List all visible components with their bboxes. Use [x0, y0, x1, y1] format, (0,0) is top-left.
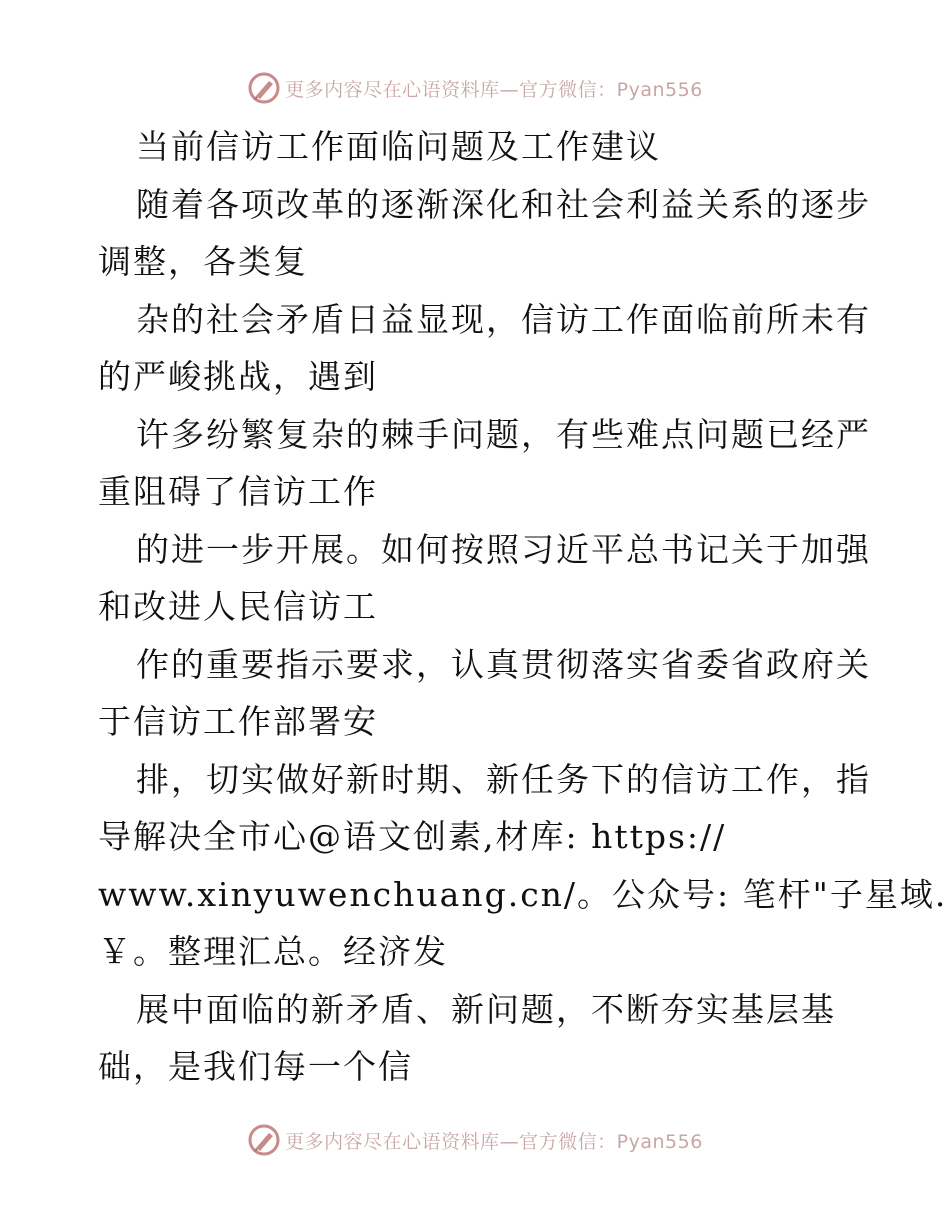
- paragraph-line: 重阻碍了信访工作: [98, 472, 378, 511]
- watermark-text: 更多内容尽在心语资料库—官方微信：Pyan556: [285, 1130, 703, 1153]
- paragraph-line: 排，切实做好新时期、新任务下的信访工作，指: [136, 759, 871, 799]
- paragraph-line: 杂的社会矛盾日益显现，信访工作面临前所未有: [136, 299, 871, 339]
- paragraph-line: 随着各项改革的逐渐深化和社会利益关系的逐步: [136, 184, 871, 224]
- pen-logo-icon: [247, 71, 281, 105]
- paragraph-line: www.xinyuwenchuang.cn/。公众号: 笔杆"子星域.: [98, 874, 948, 914]
- paragraph-line: ￥。整理汇总。经济发: [98, 932, 448, 971]
- watermark-text: 更多内容尽在心语资料库—官方微信：Pyan556: [285, 78, 703, 101]
- document-body: [98, 118, 948, 1096]
- paragraph-line: 许多纷繁复杂的棘手问题，有些难点问题已经严: [136, 414, 871, 454]
- paragraph-line: 和改进人民信访工: [98, 587, 378, 626]
- paragraph-line: 础，是我们每一个信: [98, 1047, 413, 1086]
- paragraph-line: 的严峻挑战，遇到: [98, 357, 378, 396]
- paragraph-line: 于信访工作部署安: [98, 702, 378, 741]
- document-title: 当前信访工作面临问题及工作建议: [136, 127, 661, 166]
- paragraph-line: 导解决全市心@语文创素,材库: https://: [98, 817, 727, 856]
- paragraph-line: 调整，各类复: [98, 242, 308, 281]
- watermark-header: [0, 70, 950, 106]
- pen-logo-icon: [247, 1123, 281, 1157]
- paragraph-line: 展中面临的新矛盾、新问题，不断夯实基层基: [136, 989, 836, 1029]
- watermark-footer: [0, 1122, 950, 1158]
- paragraph-line: 作的重要指示要求，认真贯彻落实省委省政府关: [136, 644, 871, 684]
- paragraph-line: 的进一步开展。如何按照习近平总书记关于加强: [136, 529, 871, 569]
